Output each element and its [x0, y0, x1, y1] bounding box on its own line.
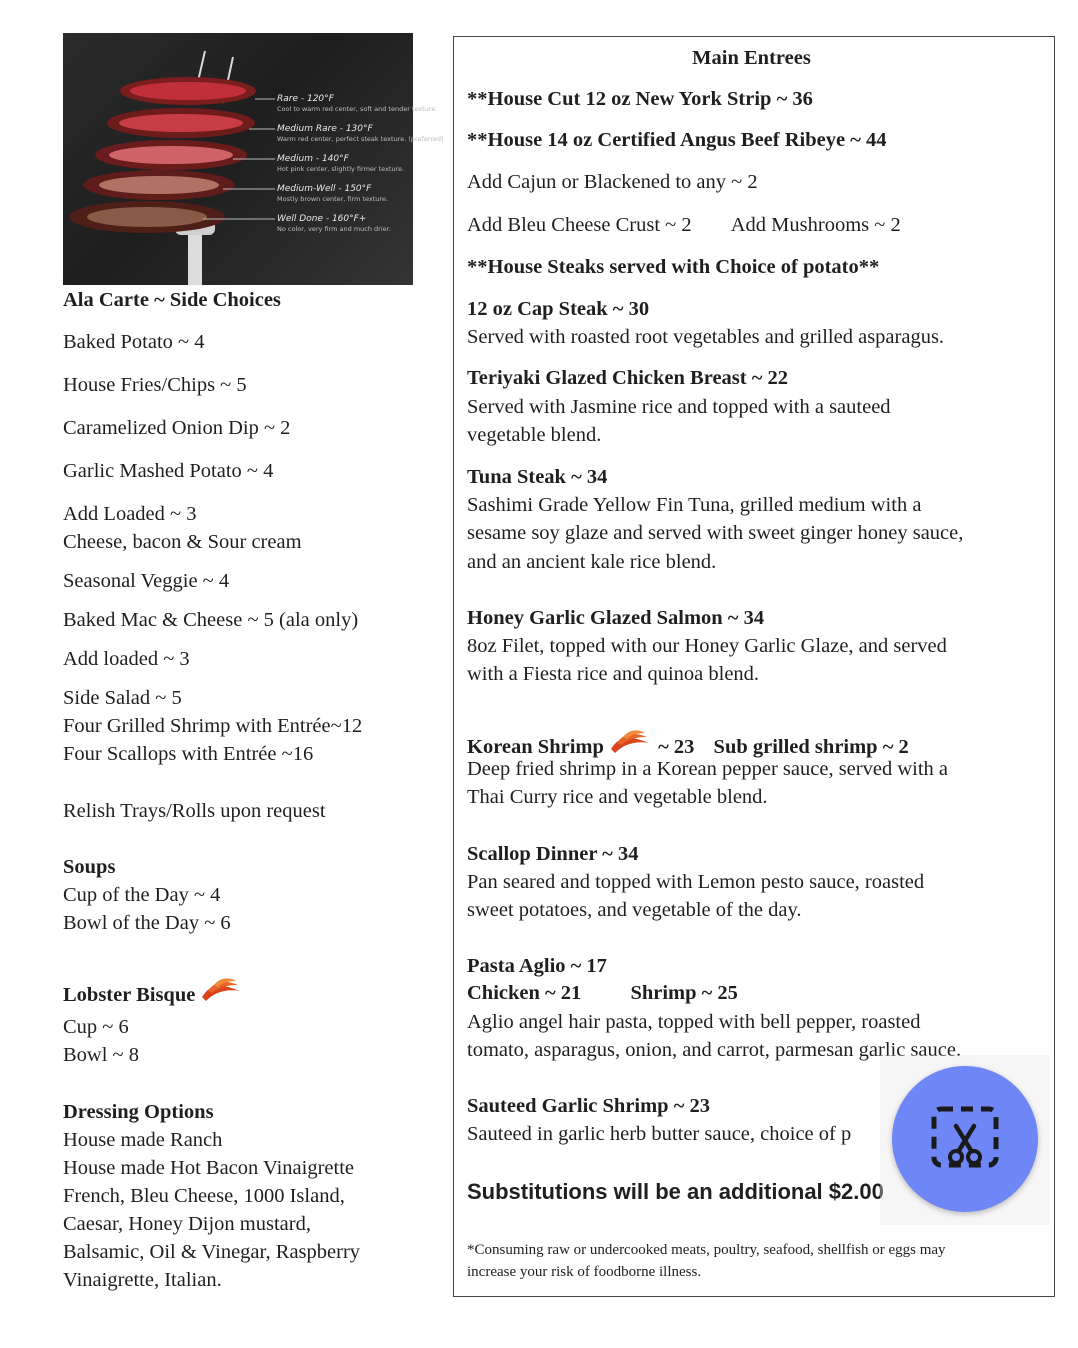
- steak-doneness-image: [63, 33, 444, 285]
- side-item: Seasonal Veggie ~ 4: [63, 570, 230, 592]
- entree-ribeye: **House 14 oz Certified Angus Beef Ribeye ~ 44: [467, 129, 887, 151]
- dressing-line: Vinaigrette, Italian.: [63, 1269, 222, 1291]
- entree-strip: **House Cut 12 oz New York Strip ~ 36: [467, 88, 813, 110]
- side-item: Four Grilled Shrimp with Entrée~12: [63, 715, 363, 737]
- korean-price: ~ 23: [658, 736, 695, 758]
- side-item: House Fries/Chips ~ 5: [63, 374, 247, 396]
- dressing-line: Caesar, Honey Dijon mustard,: [63, 1213, 311, 1235]
- side-item: Baked Potato ~ 4: [63, 331, 205, 353]
- scallop-desc: sweet potatoes, and vegetable of the day.: [467, 899, 802, 921]
- dressing-line: House made Ranch: [63, 1129, 223, 1151]
- tuna-desc: Sashimi Grade Yellow Fin Tuna, grilled medium with a: [467, 494, 922, 516]
- soups-title: Soups: [63, 856, 116, 878]
- label-rare: Rare - 120°F: [277, 94, 334, 104]
- svg-text:Warm red center, perfect steak: Warm red center, perfect steak texture. (preferred): [277, 135, 444, 143]
- korean-sub: Sub grilled shrimp ~ 2: [713, 736, 909, 758]
- bisque-item: Bowl ~ 8: [63, 1044, 140, 1066]
- tuna-title: Tuna Steak ~ 34: [467, 466, 608, 488]
- label-medium-well: Medium-Well - 150°F: [277, 184, 372, 194]
- pasta-options: [467, 979, 1036, 1007]
- pasta-shrimp: Shrimp ~ 25: [630, 982, 738, 1004]
- bisque-heading: [63, 975, 423, 1013]
- soup-item: Bowl of the Day ~ 6: [63, 912, 231, 934]
- side-item: Garlic Mashed Potato ~ 4: [63, 460, 274, 482]
- bisque-item: Cup ~ 6: [63, 1016, 129, 1038]
- korean-desc: Deep fried shrimp in a Korean pepper sauce, served with a: [467, 758, 948, 780]
- addon-cajun: Add Cajun or Blackened to any ~ 2: [467, 171, 758, 193]
- scallop-desc: Pan seared and topped with Lemon pesto sauce, roasted: [467, 871, 925, 893]
- potato-note: **House Steaks served with Choice of potato**: [467, 256, 880, 278]
- pasta-title: Pasta Aglio ~ 17: [467, 955, 607, 977]
- cap-desc: Served with roasted root vegetables and grilled asparagus.: [467, 326, 945, 348]
- disclaimer: increase your risk of foodborne illness.: [467, 1264, 702, 1280]
- svg-text:No color, very firm and much d: No color, very firm and much drier.: [277, 225, 391, 233]
- pasta-desc: tomato, asparagus, onion, and carrot, parmesan garlic sauce.: [467, 1039, 962, 1061]
- korean-title: Korean Shrimp: [467, 736, 604, 758]
- add-loaded: Add loaded ~ 3: [63, 648, 190, 670]
- substitutions-note: Substitutions will be an additional $2.00: [467, 1179, 884, 1204]
- side-item: Caramelized Onion Dip ~ 2: [63, 417, 291, 439]
- salmon-desc: 8oz Filet, topped with our Honey Garlic Glaze, and served: [467, 635, 947, 657]
- add-loaded: Add Loaded ~ 3: [63, 503, 197, 525]
- korean-desc: Thai Curry rice and vegetable blend.: [467, 786, 768, 808]
- addon-bleu: Add Bleu Cheese Crust ~ 2: [467, 214, 692, 236]
- addon-mushrooms: Add Mushrooms ~ 2: [730, 214, 901, 236]
- scissors-crop-icon: [892, 1066, 1038, 1212]
- entrees-title: Main Entrees: [692, 47, 811, 69]
- add-loaded-detail: Cheese, bacon & Sour cream: [63, 531, 302, 553]
- label-well-done: Well Done - 160°F+: [277, 214, 367, 224]
- relish-note: Relish Trays/Rolls upon request: [63, 800, 326, 822]
- side-item: Four Scallops with Entrée ~16: [63, 743, 314, 765]
- dressing-line: French, Bleu Cheese, 1000 Island,: [63, 1185, 345, 1207]
- disclaimer: *Consuming raw or undercooked meats, poultry, seafood, shellfish or eggs may: [467, 1242, 946, 1258]
- tuna-desc: sesame soy glaze and served with sweet ginger honey sauce,: [467, 522, 964, 544]
- label-medium-rare: Medium Rare - 130°F: [277, 124, 373, 134]
- addon-row: [467, 211, 1036, 239]
- dressing-line: Balsamic, Oil & Vinegar, Raspberry: [63, 1241, 361, 1263]
- label-medium: Medium - 140°F: [277, 154, 349, 164]
- salmon-title: Honey Garlic Glazed Salmon ~ 34: [467, 607, 765, 629]
- dressing-line: House made Hot Bacon Vinaigrette: [63, 1157, 355, 1179]
- bisque-title: Lobster Bisque: [63, 984, 196, 1006]
- left-column: [63, 33, 444, 1294]
- pasta-chicken: Chicken ~ 21: [467, 982, 582, 1004]
- teriyaki-title: Teriyaki Glazed Chicken Breast ~ 22: [467, 367, 789, 389]
- flame-icon: [200, 975, 244, 1013]
- teriyaki-desc: Served with Jasmine rice and topped with a sauteed: [467, 396, 891, 418]
- teriyaki-desc: vegetable blend.: [467, 424, 602, 446]
- pasta-desc: Aglio angel hair pasta, topped with bell pepper, roasted: [467, 1011, 921, 1033]
- side-item: Baked Mac & Cheese ~ 5 (ala only): [63, 609, 359, 631]
- garlic-desc: Sauteed in garlic herb butter sauce, choice of p: [467, 1123, 852, 1145]
- svg-text:Mostly brown center, firm text: Mostly brown center, firm texture.: [277, 195, 389, 203]
- screenshot-crop-button[interactable]: [892, 1066, 1038, 1212]
- side-item: Side Salad ~ 5: [63, 687, 182, 709]
- soup-item: Cup of the Day ~ 4: [63, 884, 221, 906]
- svg-text:Hot pink center, slightly firm: Hot pink center, slightly firmer texture.: [277, 165, 405, 173]
- salmon-desc: with a Fiesta rice and quinoa blend.: [467, 663, 760, 685]
- cap-title: 12 oz Cap Steak ~ 30: [467, 298, 650, 320]
- tuna-desc: and an ancient kale rice blend.: [467, 551, 717, 573]
- sides-title: Ala Carte ~ Side Choices: [63, 289, 281, 311]
- scallop-title: Scallop Dinner ~ 34: [467, 843, 639, 865]
- steak-illustration: [63, 33, 444, 285]
- svg-text:Cool to warm red center, soft: Cool to warm red center, soft and tender texture.: [277, 105, 438, 113]
- dressing-title: Dressing Options: [63, 1101, 214, 1123]
- garlic-title: Sauteed Garlic Shrimp ~ 23: [467, 1095, 710, 1117]
